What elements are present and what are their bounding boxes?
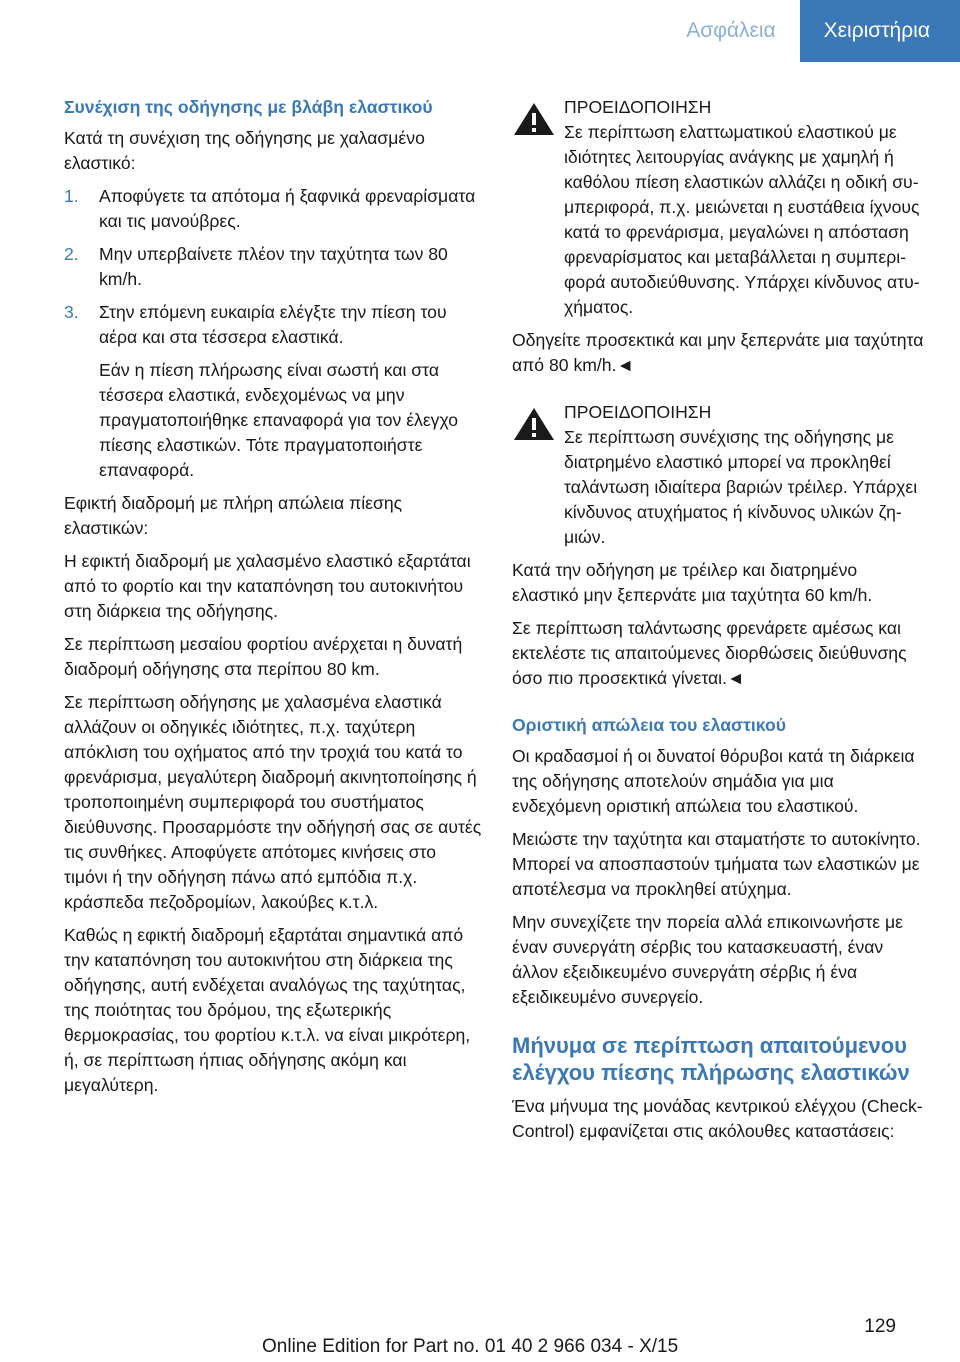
warning-advice: Οδηγείτε προσεκτικά και μην ξεπερνάτε μια ταχύτητα από 80 km/h.◄ [512, 330, 924, 375]
warning-advice: Κατά την οδήγηση με τρέιλερ και διατρημένο ελαστικό μην ξεπερνάτε μια ταχύτητα 60 km/h. [512, 560, 873, 605]
left-column [64, 95, 484, 1106]
warning-body: Σε περίπτωση συνέχισης της οδήγησης με διατρημένο ελαστικό μπορεί να προκληθεί ταλάντωση ιδιαίτερα βαριών τρέιλερ. Υπάρχει κίνδυνος ατυχήματος ή κίνδυνος υλικών ζημιών. [564, 427, 918, 547]
warning-advice: Σε περίπτωση ταλάντωσης φρενάρετε αμέσως και εκτελέστε τις απαιτούμενες διορθώσεις διεύθυνσης όσο πιο προσεκτικά γίνεται.◄ [512, 618, 907, 688]
step-text: Αποφύγετε τα απότομα ή ξαφνικά φρεναρίσματα και τις μανούβρες. [99, 186, 476, 231]
edition-footer: Online Edition for Part no. 01 40 2 966 034 - X/15 [262, 1336, 679, 1357]
warning-title: ΠΡΟΕΙΔΟΠΟΙΗΣΗ [564, 402, 712, 422]
steps-list [64, 184, 484, 350]
page-number: 129 [864, 1316, 896, 1337]
paragraph: Σε περίπτωση μεσαίου φορτίου ανέρχεται η δυνατή διαδρομή οδήγησης στα περίπου 80 km. [64, 634, 463, 679]
step-number: 1. [64, 186, 79, 206]
list-item [64, 184, 484, 234]
list-item [64, 300, 484, 350]
intro-text: Κατά τη συνέχιση της οδήγησης με χαλασμένο ελαστικό: [64, 128, 425, 173]
paragraph: Η εφικτή διαδρομή με χαλασμένο ελαστικό εξαρτάται από το φορτίο και την καταπόνηση του αυτοκινήτου στη διάρκεια της οδήγησης. [64, 551, 471, 621]
warning-block [512, 400, 926, 550]
chapter-tabs [662, 0, 960, 62]
paragraph: Ένα μήνυμα της μονάδας κεντρικού ελέγχου (Check-Control) εμφανίζεται στις ακόλουθες καταστάσεις: [512, 1096, 923, 1141]
paragraph: Μην συνεχίζετε την πορεία αλλά επικοινωνήστε με έναν συνεργάτη σέρβις του κατασκευαστή, έναν άλλον εξειδικευμένο συνεργάτη σέρβις ή ένα εξειδικευμένο συνεργείο. [512, 912, 903, 1007]
list-item [64, 242, 484, 292]
section-heading-tire-loss: Οριστική απώλεια του ελαστικού [512, 715, 787, 735]
tab-controls[interactable]: Χειριστήρια [800, 0, 960, 62]
section-heading-pressure-message: Μήνυμα σε περίπτωση απαιτούμενου ελέγχου πίεσης πλήρωσης ελαστικών [512, 1033, 910, 1085]
paragraph: Οι κραδασμοί ή οι δυνατοί θόρυβοι κατά τη διάρκεια της οδήγησης αποτελούν σημάδια για μια ενδεχόμενη οριστική απώλεια του ελαστικού. [512, 746, 915, 816]
section-heading-flat-tire: Συνέχιση της οδήγησης με βλάβη ελαστικού [64, 97, 433, 117]
warning-body: Σε περίπτωση ελαττωματικού ελαστικού με ιδιότητες λειτουργίας ανάγκης με χαμηλή ή καθόλου πίεση ελαστικών αλλάζει η οδική συμπεριφορά, π.χ. μειώνεται η ευστάθεια ίχνους κατά το φρενάρισμα, μεγαλώνει η απόσταση φρεναρίσματος και μεταβάλλεται η συμπεριφορά αυτοδιεύθυνσης. Υπάρχει κίνδυνος ατυχήματος. [564, 122, 920, 317]
step-number: 3. [64, 302, 79, 322]
paragraph: Σε περίπτωση οδήγησης με χαλασμένα ελαστικά αλλάζουν οι οδηγικές ιδιότητες, π.χ. ταχύτερη απόκλιση του οχήματος από την τροχιά του κατά το φρενάρισμα, μεγαλύτερη διαδρομή ακινητοποίησης ή τροποποιημένη συμπεριφορά του συστήματος διεύθυνσης. Προσαρμόστε την οδήγησή σας σε αυτές τις συνθήκες. Αποφύγετε απότομες κινήσεις στο τιμόνι ή την οδήγηση πάνω από εμπόδια π.χ. κράσπεδα πεζοδρομίων, λακούβες κ.τ.λ. [64, 692, 482, 912]
paragraph: Μειώστε την ταχύτητα και σταματήστε το αυτοκίνητο. Μπορεί να αποσπαστούν τμήματα των ελαστικών με αποτέλεσμα να προκληθεί ατύχημα. [512, 829, 921, 899]
step-text: Στην επόμενη ευκαιρία ελέγξτε την πίεση του αέρα και στα τέσσερα ελαστικά. [99, 302, 447, 347]
tab-safety[interactable]: Ασφάλεια [662, 0, 799, 62]
right-column [512, 95, 926, 1152]
step3-note: Εάν η πίεση πλήρωσης είναι σωστή και στα τέσσερα ελαστικά, ενδεχομένως να μην πραγματοποιήθηκε επαναφορά για τον έλεγχο πίεσης ελαστικών. Τότε πραγματοποιήστε επαναφορά. [99, 360, 459, 480]
warning-title: ΠΡΟΕΙΔΟΠΟΙΗΣΗ [564, 97, 712, 117]
warning-triangle-icon [512, 101, 556, 137]
warning-block [512, 95, 926, 320]
step-text: Μην υπερβαίνετε πλέον την ταχύτητα των 80 km/h. [99, 244, 448, 289]
warning-triangle-icon [512, 406, 556, 442]
paragraph: Καθώς η εφικτή διαδρομή εξαρτάται σημαντικά από την καταπόνηση του αυτοκινήτου στη διάρκεια της οδήγησης, αυτή ενδέχεται αναλόγως της ταχύτητας, της ποιότητας του δρόμου, της εξωτερικής θερμοκρασίας, του φορτίου κ.τ.λ. να είναι μικρότερη, ή, σε περίπτωση ήπιας οδήγησης ακόμη και μεγαλύτερη. [64, 925, 471, 1095]
range-label: Εφικτή διαδρομή με πλήρη απώλεια πίεσης ελαστικών: [64, 493, 403, 538]
step-number: 2. [64, 244, 79, 264]
